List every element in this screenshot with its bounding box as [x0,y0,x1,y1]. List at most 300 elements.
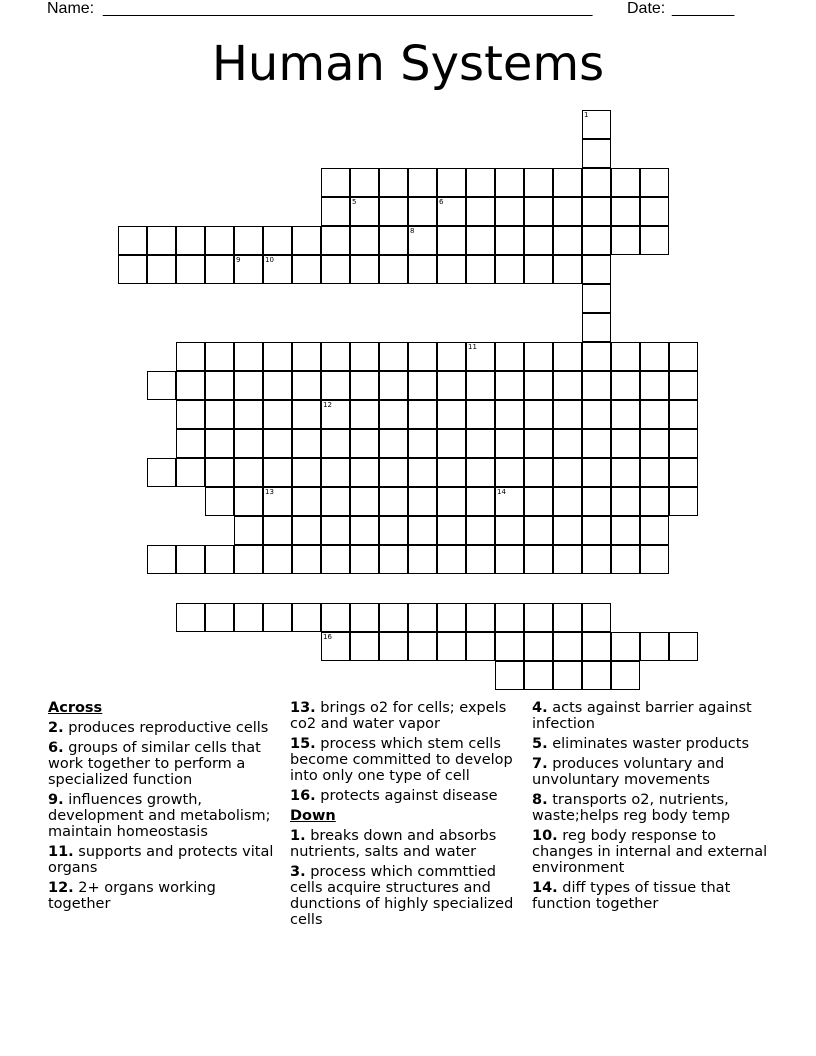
grid-cell[interactable] [263,487,292,516]
grid-cell[interactable] [582,516,611,545]
grid-cell[interactable] [611,342,640,371]
grid-cell[interactable] [176,400,205,429]
grid-cell[interactable] [495,632,524,661]
grid-cell[interactable] [553,632,582,661]
grid-cell[interactable] [553,545,582,574]
clue-number-label: 11 [468,343,477,351]
clue-down-4 [532,700,768,732]
grid-cell[interactable] [292,487,321,516]
clue-number: 6. [48,740,64,756]
grid-cell[interactable] [611,197,640,226]
grid-cell[interactable] [321,226,350,255]
grid-cell[interactable] [350,255,379,284]
grid-cell[interactable] [495,371,524,400]
grid-cell[interactable] [524,371,553,400]
grid-cell[interactable] [379,197,408,226]
grid-cell[interactable] [611,371,640,400]
grid-cell[interactable] [582,342,611,371]
grid-cell[interactable] [408,226,437,255]
clue-number: 12. [48,880,74,896]
grid-cell[interactable] [234,255,263,284]
grid-cell[interactable] [408,487,437,516]
grid-cell[interactable] [466,458,495,487]
clues-column-3 [532,700,768,916]
clue-text: groups of similar cells that work together to perform a specialized function [48,740,261,788]
grid-cell[interactable] [524,255,553,284]
grid-cell[interactable] [437,603,466,632]
grid-cell[interactable] [553,661,582,690]
grid-cell[interactable] [669,632,698,661]
clue-across-2 [48,720,280,736]
grid-cell[interactable] [640,632,669,661]
grid-cell[interactable] [611,632,640,661]
page-title: Human Systems [211,36,605,92]
grid-cell[interactable] [524,458,553,487]
grid-cell[interactable] [321,545,350,574]
grid-cell[interactable] [205,400,234,429]
grid-cell[interactable] [234,342,263,371]
grid-cell[interactable] [524,661,553,690]
clue-down-8 [532,792,768,824]
grid-cell[interactable] [350,429,379,458]
grid-cell[interactable] [553,255,582,284]
clue-number-label: 16 [323,633,332,641]
clue-text: process which stem cells become committed to develop into only one type of cell [290,736,513,784]
grid-cell[interactable] [205,342,234,371]
grid-cell[interactable] [205,371,234,400]
grid-cell[interactable] [582,603,611,632]
grid-cell[interactable] [408,371,437,400]
grid-cell[interactable] [379,226,408,255]
clue-down-14 [532,880,768,912]
clue-number: 4. [532,700,548,716]
clue-number: 14. [532,880,558,896]
grid-cell[interactable] [495,168,524,197]
clue-across-16 [290,788,524,804]
grid-cell[interactable] [292,400,321,429]
grid-cell[interactable] [292,545,321,574]
grid-cell[interactable] [350,632,379,661]
grid-cell[interactable] [524,197,553,226]
grid-cell[interactable] [495,429,524,458]
grid-cell[interactable] [495,661,524,690]
grid-cell[interactable] [234,371,263,400]
clue-text: brings o2 for cells; expels co2 and water vapor [290,700,507,732]
grid-cell[interactable] [553,168,582,197]
grid-cell[interactable] [524,429,553,458]
grid-cell[interactable] [379,429,408,458]
grid-cell[interactable] [379,632,408,661]
clue-number: 2. [48,720,64,736]
clue-number-label: 5 [352,198,357,206]
grid-cell[interactable] [669,458,698,487]
grid-cell[interactable] [379,545,408,574]
grid-cell[interactable] [350,516,379,545]
grid-cell[interactable] [611,458,640,487]
grid-cell[interactable] [553,603,582,632]
grid-cell[interactable] [524,603,553,632]
grid-cell[interactable] [553,487,582,516]
grid-cell[interactable] [176,603,205,632]
grid-cell[interactable] [350,603,379,632]
grid-cell[interactable] [524,516,553,545]
clue-across-12 [48,880,280,912]
grid-cell[interactable] [611,400,640,429]
grid-cell[interactable] [176,342,205,371]
grid-cell[interactable] [553,371,582,400]
grid-cell[interactable] [640,400,669,429]
grid-cell[interactable] [437,458,466,487]
name-label: Name: [47,0,95,17]
grid-cell[interactable] [350,168,379,197]
grid-cell[interactable] [466,516,495,545]
grid-cell[interactable] [495,545,524,574]
grid-cell[interactable] [321,487,350,516]
grid-cell[interactable] [437,487,466,516]
clue-number: 3. [290,864,306,880]
clue-down-5 [532,736,768,752]
clue-text: supports and protects vital organs [48,844,274,876]
grid-cell[interactable] [437,226,466,255]
clue-text: diff types of tissue that function together [532,880,731,912]
grid-cell[interactable] [292,603,321,632]
grid-cell[interactable] [176,429,205,458]
grid-cell[interactable] [466,197,495,226]
clue-number: 10. [532,828,558,844]
grid-cell[interactable] [437,342,466,371]
clue-number: 9. [48,792,64,808]
clue-across-13 [290,700,524,732]
clue-number-label: 1 [584,111,589,119]
grid-cell[interactable] [524,342,553,371]
grid-cell[interactable] [611,661,640,690]
grid-cell[interactable] [582,284,611,313]
grid-cell[interactable] [379,603,408,632]
grid-cell[interactable] [640,168,669,197]
grid-cell[interactable] [582,226,611,255]
clue-across-6 [48,740,280,788]
grid-cell[interactable] [466,487,495,516]
grid-cell[interactable] [640,342,669,371]
grid-cell[interactable] [466,545,495,574]
grid-cell[interactable] [234,603,263,632]
grid-cell[interactable] [234,545,263,574]
grid-cell[interactable] [582,545,611,574]
grid-cell[interactable] [553,400,582,429]
clue-number: 7. [532,756,548,772]
grid-cell[interactable] [292,226,321,255]
grid-cell[interactable] [582,168,611,197]
grid-cell[interactable] [437,400,466,429]
clue-across-15 [290,736,524,784]
grid-cell[interactable] [437,516,466,545]
grid-cell[interactable] [582,400,611,429]
grid-cell[interactable] [640,226,669,255]
grid-cell[interactable] [437,168,466,197]
grid-cell[interactable] [350,342,379,371]
grid-cell[interactable] [495,458,524,487]
grid-cell[interactable] [263,545,292,574]
clue-text: 2+ organs working together [48,880,216,912]
grid-cell[interactable] [321,342,350,371]
grid-cell[interactable] [350,458,379,487]
grid-cell[interactable] [466,400,495,429]
clue-number-label: 13 [265,488,274,496]
grid-cell[interactable] [466,371,495,400]
grid-cell[interactable] [321,197,350,226]
grid-cell[interactable] [321,603,350,632]
clue-number-label: 14 [497,488,506,496]
grid-cell[interactable] [495,197,524,226]
grid-cell[interactable] [495,487,524,516]
grid-cell[interactable] [321,168,350,197]
grid-cell[interactable] [205,603,234,632]
grid-cell[interactable] [292,342,321,371]
grid-cell[interactable] [147,226,176,255]
grid-cell[interactable] [582,197,611,226]
grid-cell[interactable] [321,429,350,458]
grid-cell[interactable] [205,487,234,516]
grid-cell[interactable] [553,429,582,458]
clues-column-1 [48,700,280,916]
grid-cell[interactable] [669,429,698,458]
clue-text: produces reproductive cells [63,720,269,736]
clue-down-7 [532,756,768,788]
grid-cell[interactable] [350,545,379,574]
grid-cell[interactable] [379,371,408,400]
grid-cell[interactable] [437,197,466,226]
grid-cell[interactable] [408,429,437,458]
grid-cell[interactable] [495,400,524,429]
clue-text: breaks down and absorbs nutrients, salts and water [290,828,497,860]
grid-cell[interactable] [176,255,205,284]
grid-cell[interactable] [263,371,292,400]
grid-cell[interactable] [437,371,466,400]
clue-down-3 [290,864,524,928]
grid-cell[interactable] [553,516,582,545]
grid-cell[interactable] [263,516,292,545]
grid-cell[interactable] [379,487,408,516]
clue-down-1 [290,828,524,860]
grid-cell[interactable] [379,168,408,197]
grid-cell[interactable] [408,458,437,487]
grid-cell[interactable] [234,429,263,458]
grid-cell[interactable] [437,632,466,661]
grid-cell[interactable] [408,255,437,284]
grid-cell[interactable] [118,255,147,284]
clue-text: protects against disease [315,788,498,804]
grid-cell[interactable] [205,255,234,284]
grid-cell[interactable] [582,255,611,284]
grid-cell[interactable] [553,342,582,371]
grid-cell[interactable] [524,632,553,661]
grid-cell[interactable] [669,487,698,516]
grid-cell[interactable] [350,400,379,429]
grid-cell[interactable] [437,545,466,574]
clue-number-label: 6 [439,198,444,206]
clue-number: 15. [290,736,316,752]
grid-cell[interactable] [292,255,321,284]
grid-cell[interactable] [640,545,669,574]
grid-cell[interactable] [640,458,669,487]
clue-text: process which commttied cells acquire structures and dunctions of highly specialized cells [290,864,514,928]
grid-cell[interactable] [205,545,234,574]
clue-number: 11. [48,844,74,860]
grid-cell[interactable] [379,516,408,545]
clue-number: 5. [532,736,548,752]
clue-number-label: 9 [236,256,241,264]
grid-cell[interactable] [495,226,524,255]
grid-cell[interactable] [176,545,205,574]
grid-cell[interactable] [234,516,263,545]
grid-cell[interactable] [321,632,350,661]
grid-cell[interactable] [263,429,292,458]
grid-cell[interactable] [495,603,524,632]
grid-cell[interactable] [292,458,321,487]
grid-cell[interactable] [321,516,350,545]
grid-cell[interactable] [147,545,176,574]
grid-cell[interactable] [640,429,669,458]
clue-number: 8. [532,792,548,808]
grid-cell[interactable] [379,400,408,429]
grid-cell[interactable] [582,313,611,342]
grid-cell[interactable] [321,458,350,487]
grid-cell[interactable] [553,226,582,255]
grid-cell[interactable] [118,226,147,255]
grid-cell[interactable] [263,400,292,429]
grid-cell[interactable] [524,400,553,429]
grid-cell[interactable] [466,255,495,284]
grid-cell[interactable] [495,516,524,545]
clues-column-2 [290,700,524,932]
grid-cell[interactable] [292,429,321,458]
grid-cell[interactable] [292,371,321,400]
grid-cell[interactable] [234,487,263,516]
date-label: Date: [627,0,666,17]
grid-cell[interactable] [611,516,640,545]
grid-cell[interactable] [669,342,698,371]
grid-cell[interactable] [176,226,205,255]
grid-cell[interactable] [176,371,205,400]
grid-cell[interactable] [611,429,640,458]
grid-cell[interactable] [350,487,379,516]
grid-cell[interactable] [553,197,582,226]
grid-cell[interactable] [263,226,292,255]
grid-cell[interactable] [524,168,553,197]
name-blank-line[interactable]: _______________________________________________________ [103,0,593,17]
grid-cell[interactable] [437,429,466,458]
grid-cell[interactable] [321,255,350,284]
grid-cell[interactable] [205,226,234,255]
clue-text: reg body response to changes in internal and external environment [532,828,768,876]
grid-cell[interactable] [147,255,176,284]
grid-cell[interactable] [408,168,437,197]
date-blank-line[interactable]: _______ [672,0,735,17]
grid-cell[interactable] [350,226,379,255]
grid-cell[interactable] [437,255,466,284]
grid-cell[interactable] [640,371,669,400]
grid-cell[interactable] [524,545,553,574]
grid-cell[interactable] [379,255,408,284]
grid-cell[interactable] [408,197,437,226]
grid-cell[interactable] [263,255,292,284]
clue-down-10 [532,828,768,876]
grid-cell[interactable] [669,400,698,429]
grid-cell[interactable] [640,487,669,516]
grid-cell[interactable] [495,255,524,284]
clue-number: 13. [290,700,316,716]
grid-cell[interactable] [466,632,495,661]
grid-cell[interactable] [263,342,292,371]
grid-cell[interactable] [379,342,408,371]
grid-cell[interactable] [350,197,379,226]
grid-cell[interactable] [611,168,640,197]
grid-cell[interactable] [379,458,408,487]
grid-cell[interactable] [466,603,495,632]
grid-cell[interactable] [263,458,292,487]
grid-cell[interactable] [147,458,176,487]
grid-cell[interactable] [582,429,611,458]
grid-cell[interactable] [611,487,640,516]
down-heading: Down [290,808,336,824]
grid-cell[interactable] [582,371,611,400]
grid-cell[interactable] [466,168,495,197]
grid-cell[interactable] [408,603,437,632]
clue-number: 16. [290,788,316,804]
grid-cell[interactable] [669,371,698,400]
grid-cell[interactable] [263,603,292,632]
grid-cell[interactable] [466,429,495,458]
grid-cell[interactable] [147,371,176,400]
grid-cell[interactable] [611,226,640,255]
grid-cell[interactable] [408,632,437,661]
grid-cell[interactable] [408,545,437,574]
grid-cell[interactable] [234,458,263,487]
grid-cell[interactable] [408,516,437,545]
clue-text: produces voluntary and unvoluntary movements [532,756,725,788]
grid-cell[interactable] [553,458,582,487]
grid-cell[interactable] [582,487,611,516]
grid-cell[interactable] [408,400,437,429]
grid-cell[interactable] [321,371,350,400]
grid-cell[interactable] [350,371,379,400]
grid-cell[interactable] [321,400,350,429]
grid-cell[interactable] [582,110,611,139]
grid-cell[interactable] [408,342,437,371]
grid-cell[interactable] [640,197,669,226]
grid-cell[interactable] [466,226,495,255]
grid-cell[interactable] [176,458,205,487]
grid-cell[interactable] [582,661,611,690]
grid-cell[interactable] [234,226,263,255]
grid-cell[interactable] [582,458,611,487]
grid-cell[interactable] [611,545,640,574]
grid-cell[interactable] [292,516,321,545]
grid-cell[interactable] [582,632,611,661]
grid-cell[interactable] [640,516,669,545]
grid-cell[interactable] [234,400,263,429]
grid-cell[interactable] [524,487,553,516]
grid-cell[interactable] [205,429,234,458]
clue-number: 1. [290,828,306,844]
clue-number-label: 8 [410,227,415,235]
grid-cell[interactable] [495,342,524,371]
grid-cell[interactable] [466,342,495,371]
grid-cell[interactable] [524,226,553,255]
grid-cell[interactable] [582,139,611,168]
clue-text: influences growth, development and metabolism; maintain homeostasis [48,792,271,840]
grid-cell[interactable] [205,458,234,487]
